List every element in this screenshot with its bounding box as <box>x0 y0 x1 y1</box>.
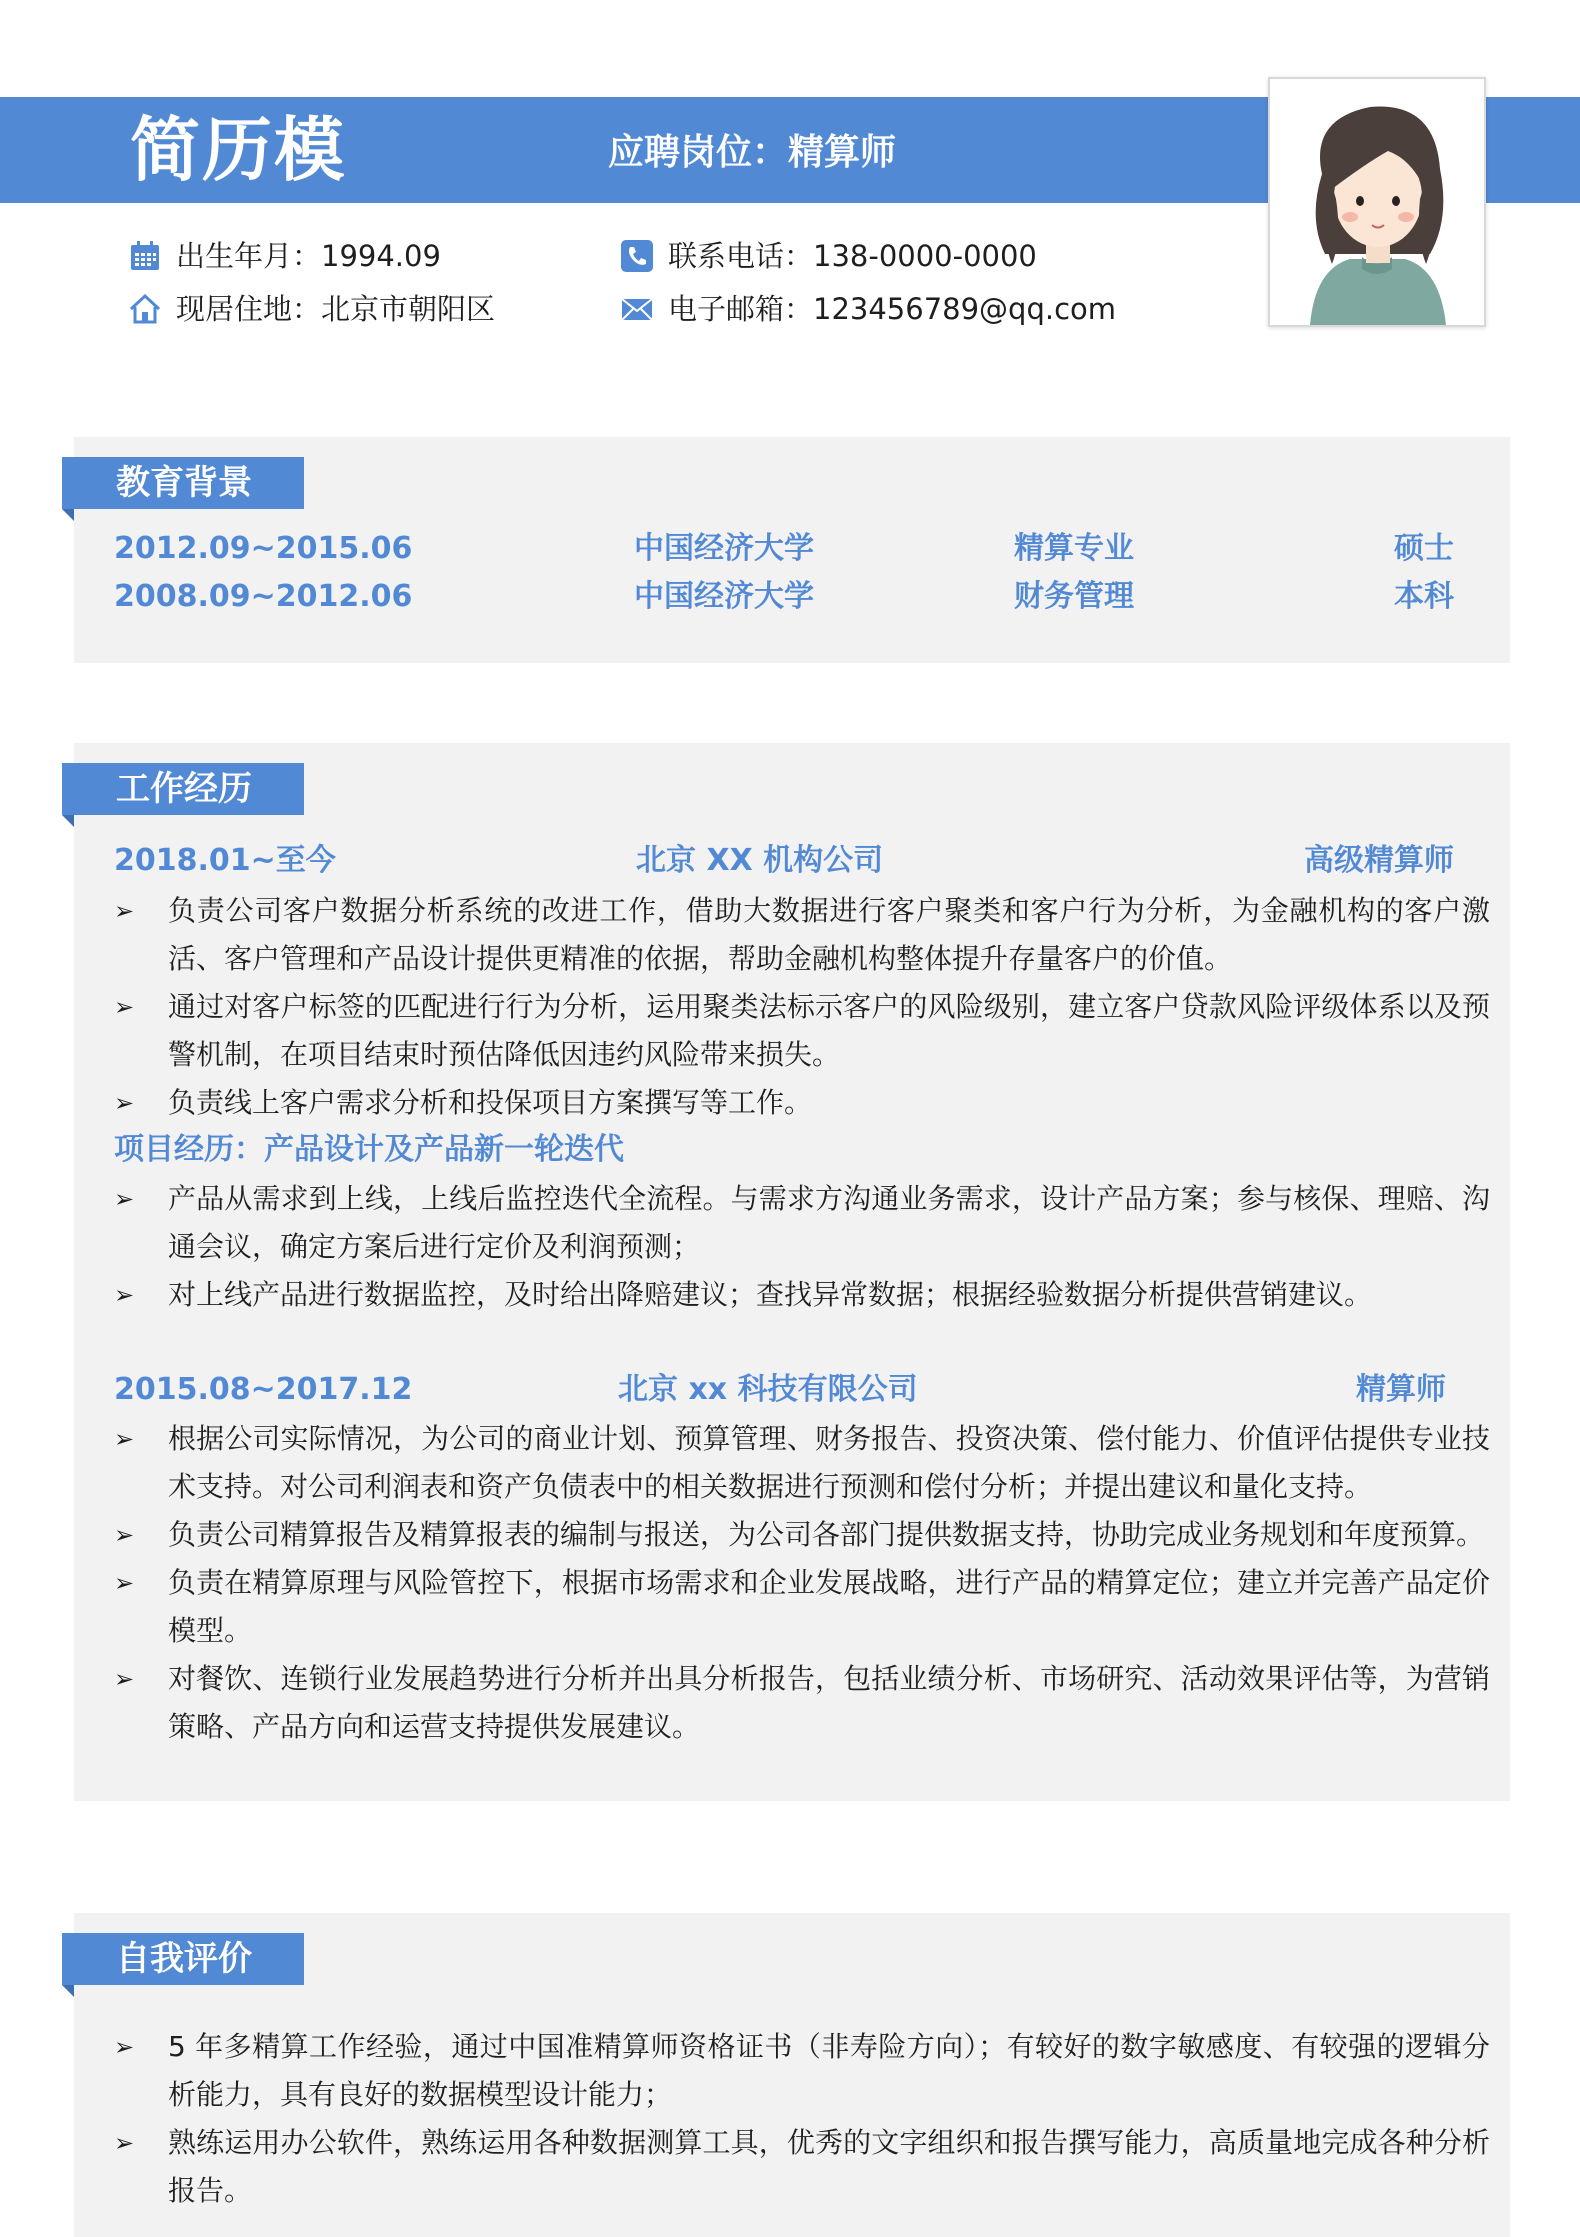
phone-icon <box>620 239 654 273</box>
edu-degree: 硕士 <box>1394 531 1454 566</box>
edu-school: 中国经济大学 <box>634 579 814 614</box>
bullet-item: ➢ 对上线产品进行数据监控，及时给出降赔建议；查找异常数据；根据经验数据分析提供营销建议。 <box>114 1271 1490 1319</box>
birth-text: 出生年月：1994.09 <box>176 239 441 273</box>
bullet-item: ➢ 5 年多精算工作经验，通过中国准精算师资格证书（非寿险方向）；有较好的数字敏感度、有较强的逻辑分析能力，具有良好的数据模型设计能力； <box>114 2023 1490 2119</box>
project-bullets <box>114 1175 1490 1319</box>
project-title: 项目经历：产品设计及产品新一轮迭代 <box>114 1132 624 1167</box>
birth-info <box>128 236 441 276</box>
bullet-item: ➢ 对餐饮、连锁行业发展趋势进行分析并出具分析报告，包括业绩分析、市场研究、活动效果评估等，为营销策略、产品方向和运营支持提供发展建议。 <box>114 1655 1490 1751</box>
bullet-item: ➢ 负责公司精算报告及精算报表的编制与报送，为公司各部门提供数据支持，协助完成业务规划和年度预算。 <box>114 1511 1490 1559</box>
address-info <box>128 289 495 329</box>
edu-major: 精算专业 <box>1014 531 1134 566</box>
avatar-illustration <box>1270 79 1484 325</box>
job-bullets <box>114 887 1490 1127</box>
email-info <box>620 289 1116 329</box>
edu-period: 2012.09~2015.06 <box>114 531 413 566</box>
section-tab-education: 教育背景 <box>62 457 304 509</box>
email-text: 电子邮箱：123456789@qq.com <box>668 292 1117 326</box>
profile-photo <box>1268 77 1486 327</box>
edu-period: 2008.09~2012.06 <box>114 579 413 614</box>
job-company: 北京 xx 科技有限公司 <box>618 1372 918 1407</box>
position-title: 应聘岗位：精算师 <box>608 132 897 173</box>
section-tab-work: 工作经历 <box>62 763 304 815</box>
job-period: 2018.01~至今 <box>114 843 336 878</box>
resume-title: 简历模 <box>130 109 346 191</box>
bullet-item: ➢ 熟练运用办公软件，熟练运用各种数据测算工具，优秀的文字组织和报告撰写能力，高质量地完成各种分析报告。 <box>114 2119 1490 2215</box>
job-role: 精算师 <box>1356 1372 1446 1407</box>
edu-school: 中国经济大学 <box>634 531 814 566</box>
phone-text: 联系电话：138-0000-0000 <box>668 239 1037 273</box>
self-section <box>74 1913 1510 2237</box>
address-text: 现居住地：北京市朝阳区 <box>176 292 496 326</box>
bullet-item: ➢ 负责在精算原理与风险管控下，根据市场需求和企业发展战略，进行产品的精算定位；建立并完善产品定价模型。 <box>114 1559 1490 1655</box>
work-section <box>74 743 1510 1801</box>
mail-icon <box>620 292 654 326</box>
bullet-item: ➢ 通过对客户标签的匹配进行行为分析，运用聚类法标示客户的风险级别，建立客户贷款风险评级体系以及预警机制，在项目结束时预估降低因违约风险带来损失。 <box>114 983 1490 1079</box>
bullet-item: ➢ 负责线上客户需求分析和投保项目方案撰写等工作。 <box>114 1079 1490 1127</box>
home-icon <box>128 292 162 326</box>
edu-degree: 本科 <box>1394 579 1454 614</box>
bullet-item: ➢ 负责公司客户数据分析系统的改进工作，借助大数据进行客户聚类和客户行为分析，为金融机构的客户激活、客户管理和产品设计提供更精准的依据，帮助金融机构整体提升存量客户的价值。 <box>114 887 1490 983</box>
job-period: 2015.08~2017.12 <box>114 1372 413 1407</box>
bullet-item: ➢ 根据公司实际情况，为公司的商业计划、预算管理、财务报告、投资决策、偿付能力、价值评估提供专业技术支持。对公司利润表和资产负债表中的相关数据进行预测和偿付分析；并提出建议和量化支持。 <box>114 1415 1490 1511</box>
edu-major: 财务管理 <box>1014 579 1134 614</box>
job-role: 高级精算师 <box>1304 843 1454 878</box>
education-section <box>74 437 1510 663</box>
section-tab-self: 自我评价 <box>62 1933 304 1985</box>
calendar-icon <box>128 239 162 273</box>
self-bullets <box>114 2023 1490 2215</box>
job-bullets <box>114 1415 1490 1751</box>
phone-info <box>620 236 1037 276</box>
bullet-item: ➢ 产品从需求到上线，上线后监控迭代全流程。与需求方沟通业务需求，设计产品方案；参与核保、理赔、沟通会议，确定方案后进行定价及利润预测； <box>114 1175 1490 1271</box>
job-company: 北京 XX 机构公司 <box>636 843 884 878</box>
